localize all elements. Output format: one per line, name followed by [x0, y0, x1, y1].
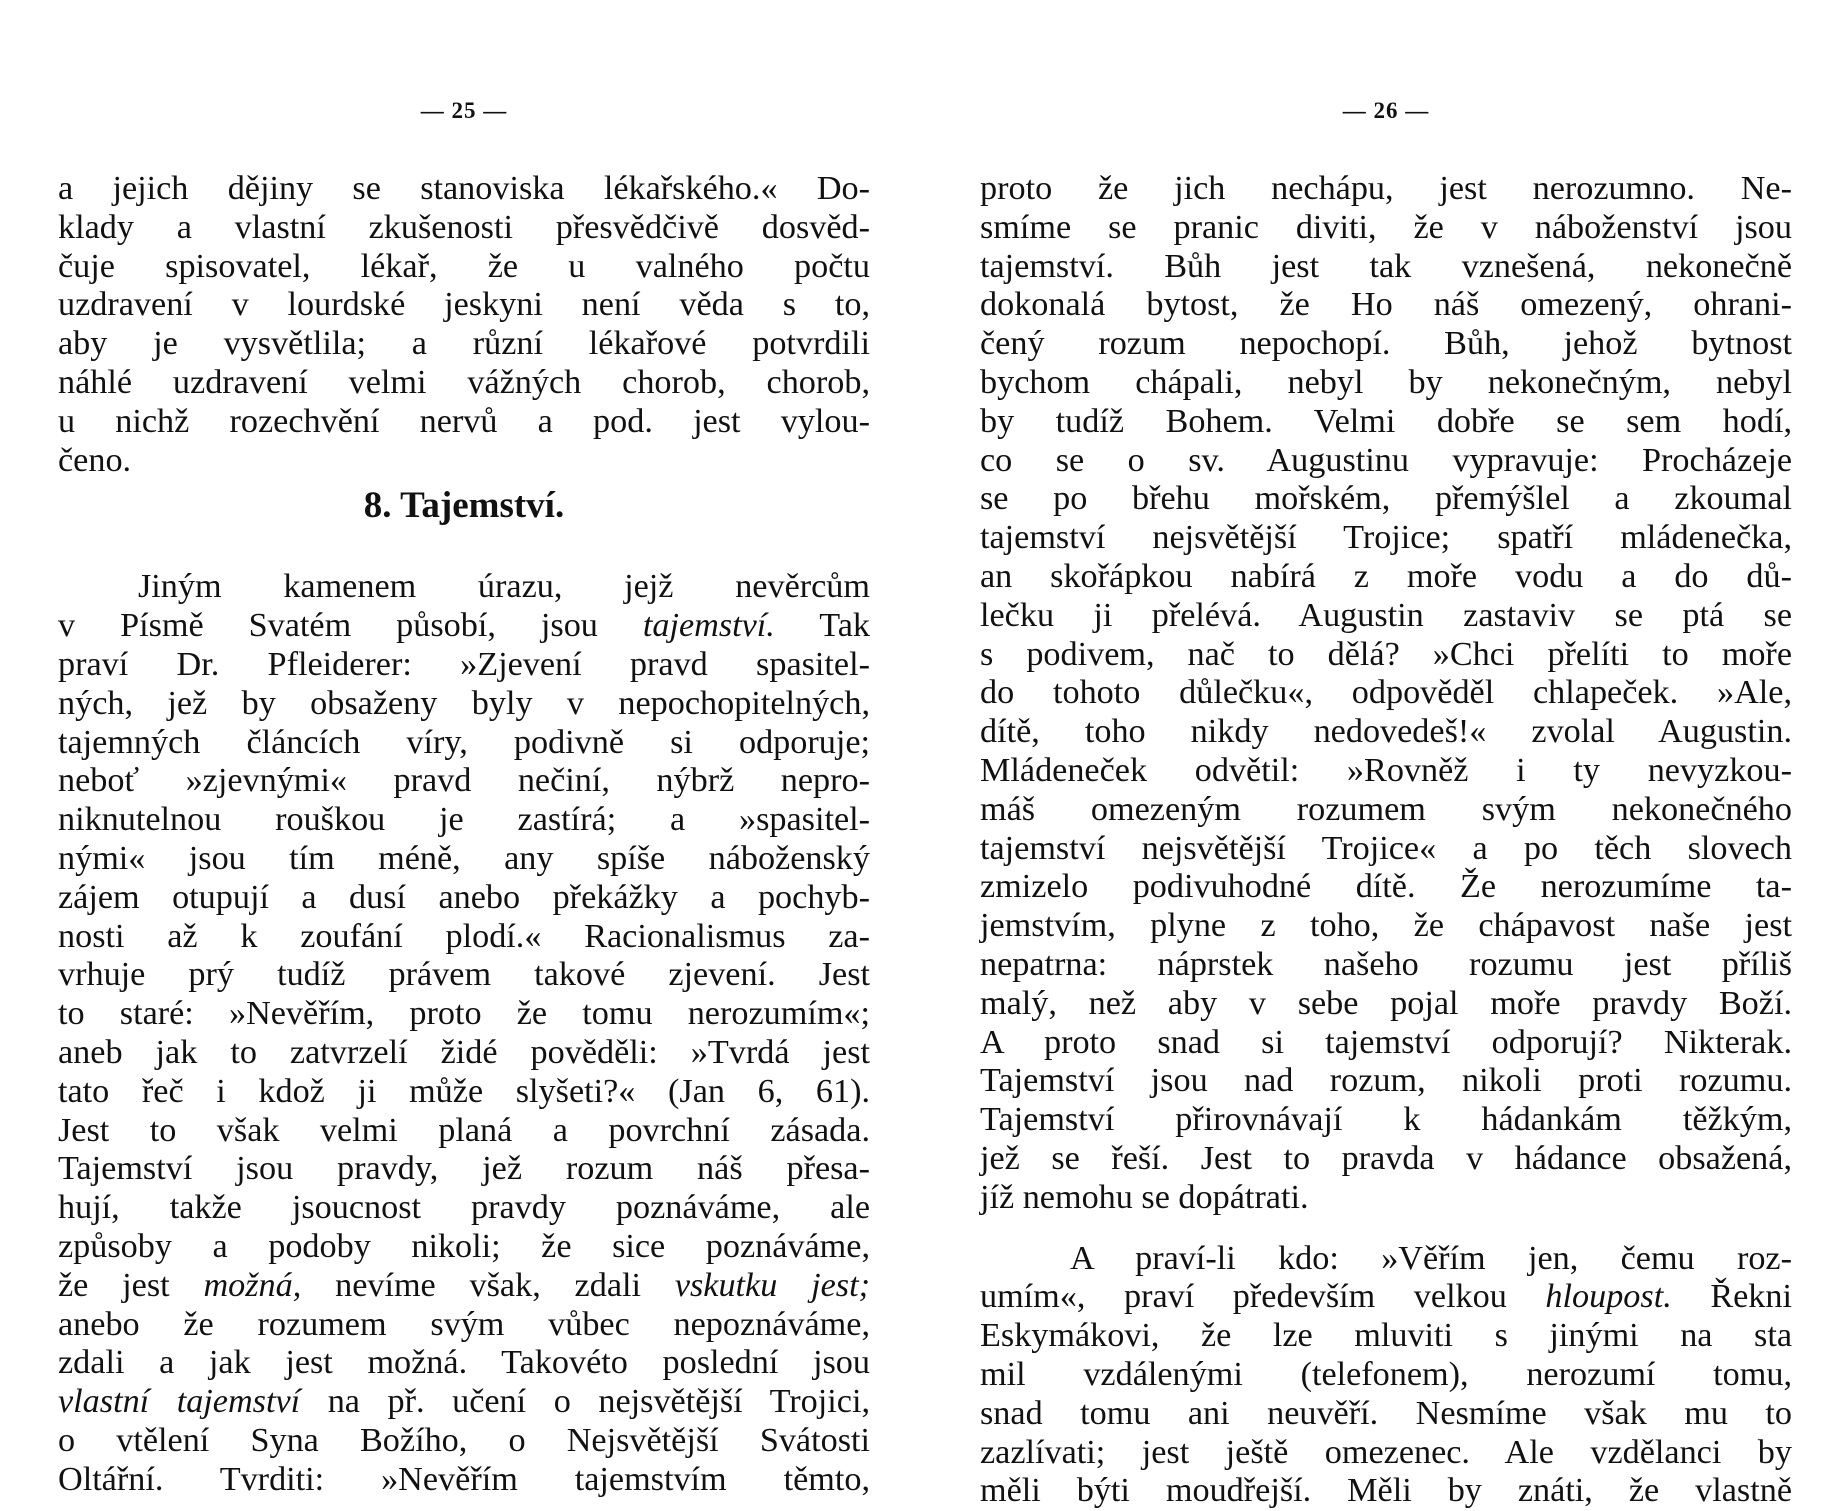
text-line: mil vzdálenými (telefonem), nerozumí tomu, — [980, 1355, 1792, 1393]
text-line: se po břehu mořském, přemýšlel a zkoumal — [980, 480, 1792, 518]
emphasis: možná, — [203, 1266, 302, 1304]
text-line: Mládeneček odvětil: »Rovněž i ty nevyzkou- — [980, 751, 1792, 789]
text-line: neboť »zjevnými« pravd nečiní, nýbrž nepro- — [58, 762, 870, 800]
text-line: proto že jich nechápu, jest nerozumno. Ne- — [980, 170, 1792, 207]
text-line: zdali a jak jest možná. Takovéto poslední jsou — [58, 1344, 870, 1382]
text-line: to staré: »Nevěřím, proto že tomu nerozumím«; — [58, 995, 870, 1033]
text-line: v Písmě Svatém působí, jsou tajemství. Tak — [58, 607, 870, 645]
left-page — [58, 0, 870, 1500]
emphasis: vskutku jest; — [674, 1266, 870, 1304]
text-line: Tajemství jsou nad rozum, nikoli proti rozumu. — [980, 1062, 1792, 1100]
text-line: niknutelnou rouškou je zastírá; a »spasitel- — [58, 801, 870, 839]
section-heading: 8. Tajemství. — [363, 485, 565, 527]
text-line: nosti až k zoufání plodí.« Racionalismus za- — [58, 917, 870, 955]
text-line: an skořápkou nabírá z moře vodu a do dů- — [980, 557, 1792, 595]
text-line: u nichž rozechvění nervů a pod. jest vylou- — [58, 402, 870, 440]
text-line: čuje spisovatel, lékař, že u valného počtu — [58, 247, 870, 285]
text-line: dítě, toho nikdy nedovedeš!« zvolal Augustin. — [980, 713, 1792, 751]
text-line: tajemství. Bůh jest tak vznešená, nekonečně — [980, 247, 1792, 285]
text-line: čený rozum nepochopí. Bůh, jehož bytnost — [980, 325, 1792, 363]
right-page-text — [980, 170, 1792, 1511]
text-line: zájem otupují a dusí anebo překážky a pochyb- — [58, 878, 870, 916]
text-line: čeno. — [58, 441, 132, 479]
text-line: tato řeč i kdož ji může slyšeti?« (Jan 6, 61). — [58, 1072, 870, 1110]
text-line: Tajemství přirovnávají k hádankám těžkým, — [980, 1101, 1792, 1139]
text-line: způsoby a podoby nikoli; že sice poznáváme, — [58, 1227, 870, 1265]
text-line: s podivem, nač to dělá? »Chci přelíti to moře — [980, 635, 1792, 673]
text-line: A praví-li kdo: »Věřím jen, čemu roz- — [1070, 1239, 1792, 1277]
text-line: Oltářní. Tvrditi: »Nevěřím tajemstvím těmto, — [58, 1460, 870, 1498]
text-line: jež se řeší. Jest to pravda v hádance obsažená, — [980, 1139, 1792, 1177]
text-line: ných, jež by obsaženy byly v nepochopitelných, — [58, 684, 870, 722]
text-line: jemstvím, plyne z toho, že chápavost naše jest — [980, 907, 1792, 945]
text-line: hují, takže jsoucnost pravdy poznáváme, ale — [58, 1189, 870, 1227]
page-number-left: — 25 — — [420, 98, 508, 123]
text-line: aneb jak to zatvrzelí židé pověděli: »Tvrdá jest — [58, 1033, 870, 1071]
text-line: umím«, praví především velkou hloupost. Řekni — [980, 1278, 1792, 1316]
text-line: dokonalá bytost, že Ho náš omezený, ohrani- — [980, 286, 1792, 324]
text-line: smíme se pranic diviti, že v náboženství jsou — [980, 208, 1792, 246]
text-line: o vtělení Syna Božího, o Nejsvětější Svátosti — [58, 1421, 870, 1459]
text-line: A proto snad si tajemství odporují? Nikterak. — [980, 1023, 1792, 1061]
text-line: tajemných článcích víry, podivně si odporuje; — [58, 723, 870, 761]
text-line: máš omezeným rozumem svým nekonečného — [980, 790, 1792, 828]
text-line: uzdravení v lourdské jeskyni není věda s to, — [58, 286, 870, 324]
text-line: tajemství nejsvětější Trojice; spatří mládenečka, — [980, 519, 1792, 557]
text-line: nepatrna: náprstek našeho rozumu jest příliš — [980, 945, 1792, 983]
text-line: anebo že rozumem svým vůbec nepoznáváme, — [58, 1305, 870, 1343]
text-line: zmizelo podivuhodné dítě. Že nerozumíme ta- — [980, 868, 1792, 906]
text-line: zazlívati; jest ještě omezenec. Ale vzdělanci by — [980, 1433, 1792, 1471]
text-line: malý, než aby v sebe pojal moře pravdy Boží. — [980, 984, 1792, 1022]
text-line: Jest to však velmi planá a povrchní zásada. — [58, 1111, 870, 1149]
text-line: náhlé uzdravení velmi vážných chorob, chorob, — [58, 363, 870, 401]
right-page — [980, 0, 1792, 1510]
text-line: aby je vysvětlila; a různí lékařové potvrdili — [58, 325, 870, 363]
text-line: by tudíž Bohem. Velmi dobře se sem hodí, — [980, 402, 1792, 440]
text-line: lečku ji přelévá. Augustin zastaviv se ptá se — [980, 596, 1792, 634]
text-line: Tajemství jsou pravdy, jež rozum náš přesa- — [58, 1150, 870, 1188]
text-line: Eskymákovi, že lze mluviti s jinými na sta — [980, 1317, 1792, 1355]
text-line: a jejich dějiny se stanoviska lékařského.« Do- — [58, 170, 870, 207]
text-line: do tohoto důlečku«, odpověděl chlapeček. »Ale, — [980, 674, 1792, 712]
text-line: měli býti moudřejší. Měli by znáti, že vlastně — [980, 1472, 1792, 1510]
text-line: bychom chápali, nebyl by nekonečným, nebyl — [980, 363, 1792, 401]
left-page-text — [58, 170, 870, 1500]
text-line: klady a vlastní zkušenosti přesvědčivě dosvěd- — [58, 208, 870, 246]
page-number-right: — 26 — — [1342, 98, 1430, 123]
emphasis: hloupost. — [1545, 1278, 1672, 1316]
emphasis: vlastní tajemství — [58, 1383, 301, 1421]
text-line: tajemství nejsvětější Trojice« a po těch slovech — [980, 829, 1792, 867]
text-line: praví Dr. Pfleiderer: »Zjevení pravd spasitel- — [58, 645, 870, 683]
emphasis: tajemství. — [642, 607, 775, 645]
text-line: Jiným kamenem úrazu, jejž nevěrcům — [138, 568, 870, 606]
text-line: nými« jsou tím méně, any spíše náboženský — [58, 839, 870, 877]
text-line: vlastní tajemství na př. učení o nejsvětější Trojici, — [58, 1383, 870, 1421]
text-line: jíž nemohu se dopátrati. — [980, 1178, 1309, 1216]
text-line: že jest možná, nevíme však, zdali vskutku jest; — [58, 1266, 870, 1304]
text-line: co se o sv. Augustinu vypravuje: Procházeje — [980, 441, 1792, 479]
text-line: vrhuje prý tudíž právem takové zjevení. Jest — [58, 956, 870, 994]
text-line: snad tomu ani neuvěří. Nesmíme však mu to — [980, 1394, 1792, 1432]
